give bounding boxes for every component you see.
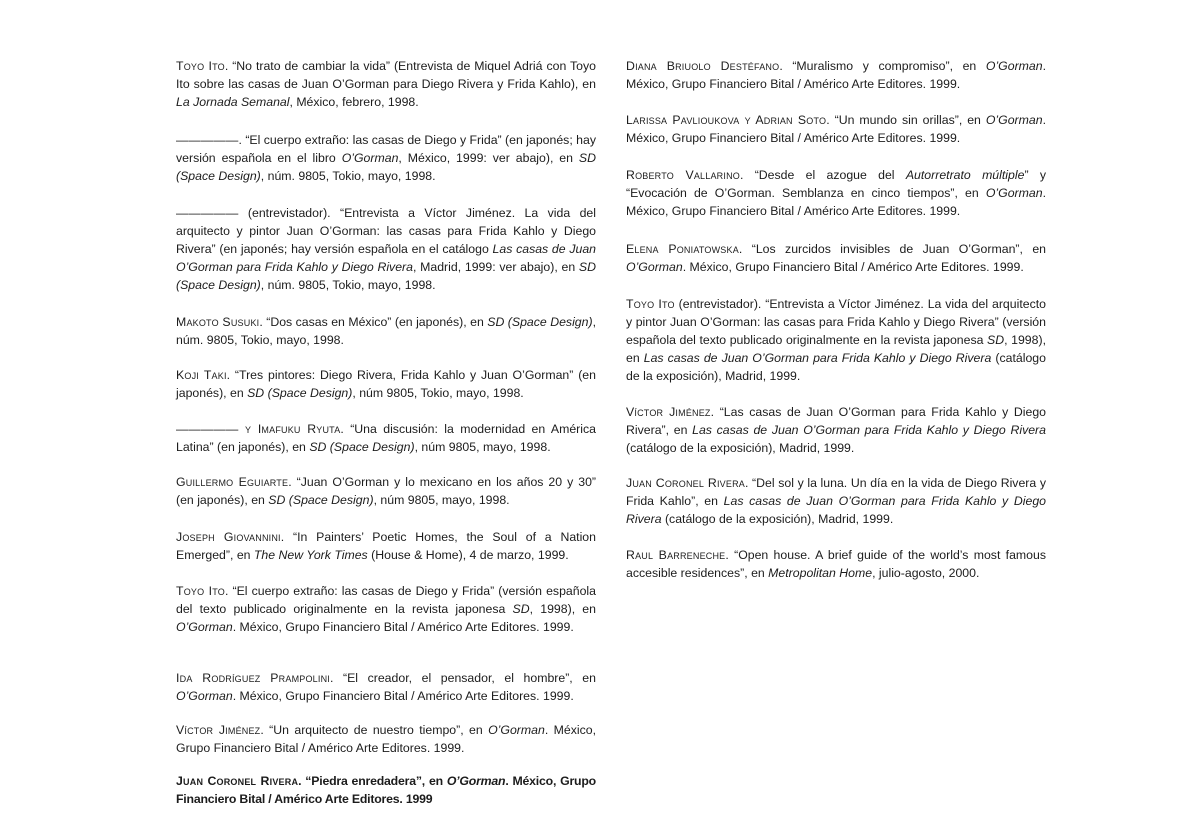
- entry-title-italic: SD: [512, 602, 530, 616]
- entry-text: . “Las casas de Juan O’Gorman para Frida Kahlo y Diego Rivera”, en: [626, 405, 1046, 437]
- entry-title-italic: O’Gorman: [985, 186, 1043, 200]
- bibliography-entry: [626, 166, 1046, 220]
- entry-text: . “No trato de cambiar la vida” (Entrevista de Miquel Adriá con Toyo Ito sobre las casas de Juan O’Gorman para Diego Rivera y Frida Kahlo), en: [176, 59, 596, 91]
- entry-title-italic: SD: [987, 333, 1005, 347]
- entry-text: (catálogo de la exposición), Madrid, 1999.: [626, 351, 1046, 383]
- entry-title-italic: Las casas de Juan O’Gorman para Frida Kahlo y Diego Rivera: [692, 423, 1046, 437]
- bibliography-entry: [626, 295, 1046, 385]
- entry-text: , 1998), en: [626, 333, 1046, 365]
- entry-text: (entrevistador). “Entrevista a Víctor Jiménez. La vida del arquitecto y pintor Juan O’Gorman: las casas para Frida Kahlo y Diego Rivera” (en japonés; hay versión española en el catálogo: [176, 206, 596, 256]
- entry-author: Toyo Ito: [626, 297, 675, 311]
- entry-text: . “Open house. A brief guide of the world’s most famous accesible residences”, en: [626, 548, 1046, 580]
- bibliography-entry: [626, 546, 1046, 582]
- entry-title-italic: O’Gorman: [626, 260, 683, 274]
- entry-text: (entrevistador). “Entrevista a Víctor Jiménez. La vida del arquitecto y pintor Juan O’Gorman: las casas para Frida Kahlo y Diego Rivera” (versión española del texto publicado originalmente en la revista japonesa: [626, 297, 1046, 347]
- entry-text: , núm 9805, Tokio, mayo, 1998.: [352, 386, 524, 400]
- entry-text: . “Dos casas en México” (en japonés), en: [259, 315, 488, 329]
- entry-text: , 1998), en: [529, 602, 596, 616]
- bibliography-entry: [176, 57, 596, 111]
- entry-author: Toyo Ito: [176, 584, 225, 598]
- entry-author: Elena Poniatowska: [626, 242, 739, 256]
- entry-title-italic: SD (Space Design): [487, 315, 593, 329]
- entry-text: , México, 1999: ver abajo), en: [398, 151, 579, 165]
- entry-text: . México, Grupo Financiero Bital / Américo Arte Editores. 1999.: [626, 59, 1047, 91]
- entry-title-italic: SD (Space Design): [176, 260, 596, 292]
- entry-author: Diana Briuolo Destéfano: [626, 59, 780, 73]
- entry-text: , Madrid, 1999: ver abajo), en: [412, 260, 579, 274]
- entry-text: . “Del sol y la luna. Un día en la vida de Diego Rivera y Frida Kahlo”, en: [626, 476, 1047, 508]
- entry-text: . México, Grupo Financiero Bital / Américo Arte Editores. 1999.: [626, 186, 1046, 218]
- entry-text: . “Piedra enredadera”, en: [298, 774, 447, 788]
- bibliography-entry: [626, 111, 1046, 147]
- entry-author: Víctor Jiménez: [626, 405, 711, 419]
- entry-text: , núm 9805, mayo, 1998.: [414, 440, 551, 454]
- entry-author: Koji Taki: [176, 368, 227, 382]
- entry-text: . México, Grupo Financiero Bital / Américo Arte Editores. 1999: [176, 774, 596, 806]
- bibliography-entry: [626, 240, 1046, 276]
- entry-title-italic: Metropolitan Home: [768, 566, 873, 580]
- entry-text: . “Los zurcidos invisibles de Juan O’Gorman”, en: [738, 242, 1047, 256]
- bibliography-entry: [176, 420, 596, 456]
- bibliography-entry: [176, 772, 596, 808]
- bibliography-entry: [176, 669, 596, 705]
- entry-author: Raul Barreneche: [626, 548, 726, 562]
- entry-author: Juan Coronel Rivera: [626, 476, 745, 490]
- entry-text: , núm. 9805, Tokio, mayo, 1998.: [260, 278, 436, 292]
- entry-text: (catálogo de la exposición), Madrid, 1999.: [661, 512, 894, 526]
- entry-text: , julio-agosto, 2000.: [872, 566, 980, 580]
- bibliography-entry: [176, 473, 596, 509]
- entry-text: , México, febrero, 1998.: [289, 95, 419, 109]
- entry-title-italic: O’Gorman: [176, 620, 233, 634]
- entry-text: . México, Grupo Financiero Bital / Américo Arte Editores. 1999.: [682, 260, 1024, 274]
- entry-title-italic: La Jornada Semanal: [176, 95, 290, 109]
- entry-title-italic: O’Gorman: [985, 59, 1043, 73]
- entry-author: Roberto Vallarino: [626, 168, 740, 182]
- entry-author: Juan Coronel Rivera: [176, 774, 299, 788]
- entry-title-italic: Autorretrato múltiple: [905, 168, 1025, 182]
- entry-title-italic: O’Gorman: [341, 151, 399, 165]
- entry-title-italic: Las casas de Juan O’Gorman para Frida Kahlo y Diego Rivera: [643, 351, 992, 365]
- entry-text: . “In Painters’ Poetic Homes, the Soul of a Nation Emerged”, en: [176, 530, 596, 562]
- entry-author: —————: [176, 133, 239, 147]
- entry-text: . “Muralismo y compromiso”, en: [779, 59, 986, 73]
- entry-text: , núm. 9805, Tokio, mayo, 1998.: [260, 169, 436, 183]
- entry-author: Joseph Giovannini: [176, 530, 281, 544]
- entry-text: . “Un arquitecto de nuestro tiempo”, en: [260, 723, 489, 737]
- entry-title-italic: The New York Times: [253, 548, 368, 562]
- entry-author: Makoto Susuki: [176, 315, 260, 329]
- bibliography-entry: [626, 474, 1046, 528]
- entry-author: Toyo Ito: [176, 59, 225, 73]
- entry-text: . “Una discusión: la modernidad en América Latina” (en japonés), en: [176, 422, 596, 454]
- entry-text: . “Juan O’Gorman y lo mexicano en los años 20 y 30” (en japonés), en: [176, 475, 597, 507]
- entry-title-italic: SD (Space Design): [176, 151, 596, 183]
- entry-title-italic: O’Gorman: [985, 113, 1043, 127]
- entry-text: . “El creador, el pensador, el hombre”, en: [329, 671, 596, 685]
- entry-author: Larissa Pavlioukova y Adrian Soto: [626, 113, 827, 127]
- entry-text: . “Desde el azogue del: [739, 168, 906, 182]
- entry-author: Ida Rodríguez Prampolini: [176, 671, 330, 685]
- entry-title-italic: Las casas de Juan O’Gorman para Frida Kahlo y Diego Rivera: [176, 242, 596, 274]
- entry-title-italic: O’Gorman: [446, 774, 506, 788]
- bibliography-entry: [176, 204, 596, 294]
- entry-title-italic: SD (Space Design): [268, 493, 374, 507]
- entry-title-italic: O’Gorman: [488, 723, 545, 737]
- entry-text: , núm 9805, mayo, 1998.: [373, 493, 510, 507]
- bibliography-entry: [626, 57, 1046, 93]
- entry-text: . México, Grupo Financiero Bital / Américo Arte Editores. 1999.: [232, 620, 574, 634]
- entry-text: . “Tres pintores: Diego Rivera, Frida Kahlo y Juan O’Gorman” (en japonés), en: [176, 368, 596, 400]
- entry-author: ————— y Imafuku Ryuta: [176, 422, 341, 436]
- entry-text: , núm. 9805, Tokio, mayo, 1998.: [176, 315, 596, 347]
- entry-author: —————: [176, 206, 239, 220]
- entry-title-italic: SD (Space Design): [247, 386, 353, 400]
- bibliography-entry: [176, 366, 596, 402]
- bibliography-entry: [176, 721, 596, 757]
- entry-title-italic: Las casas de Juan O’Gorman para Frida Kahlo y Diego Rivera: [626, 494, 1046, 526]
- bibliography-entry: [176, 528, 596, 564]
- entry-author: Víctor Jiménez: [176, 723, 261, 737]
- entry-text: (catálogo de la exposición), Madrid, 1999.: [626, 441, 855, 455]
- entry-title-italic: SD (Space Design): [309, 440, 415, 454]
- entry-text: . México, Grupo Financiero Bital / Américo Arte Editores. 1999.: [232, 689, 574, 703]
- bibliography-entry: [626, 403, 1046, 457]
- entry-text: . “Un mundo sin orillas”, en: [826, 113, 986, 127]
- bibliography-entry: [176, 313, 596, 349]
- entry-title-italic: O’Gorman: [176, 689, 233, 703]
- entry-text: . “El cuerpo extraño: las casas de Diego y Frida” (versión española del texto publicado originalmente en la revista japonesa: [176, 584, 596, 616]
- entry-text: ” y “Evocación de O’Gorman. Semblanza en cinco tiempos”, en: [626, 168, 1046, 200]
- entry-text: . “El cuerpo extraño: las casas de Diego y Frida” (en japonés; hay versión española en el libro: [176, 133, 596, 165]
- bibliography-entry: [176, 131, 596, 185]
- bibliography-entry: [176, 582, 596, 636]
- entry-text: (House & Home), 4 de marzo, 1999.: [367, 548, 569, 562]
- entry-text: . México, Grupo Financiero Bital / Américo Arte Editores. 1999.: [626, 113, 1046, 145]
- entry-author: Guillermo Eguiarte: [176, 475, 289, 489]
- entry-text: . México, Grupo Financiero Bital / Américo Arte Editores. 1999.: [176, 723, 596, 755]
